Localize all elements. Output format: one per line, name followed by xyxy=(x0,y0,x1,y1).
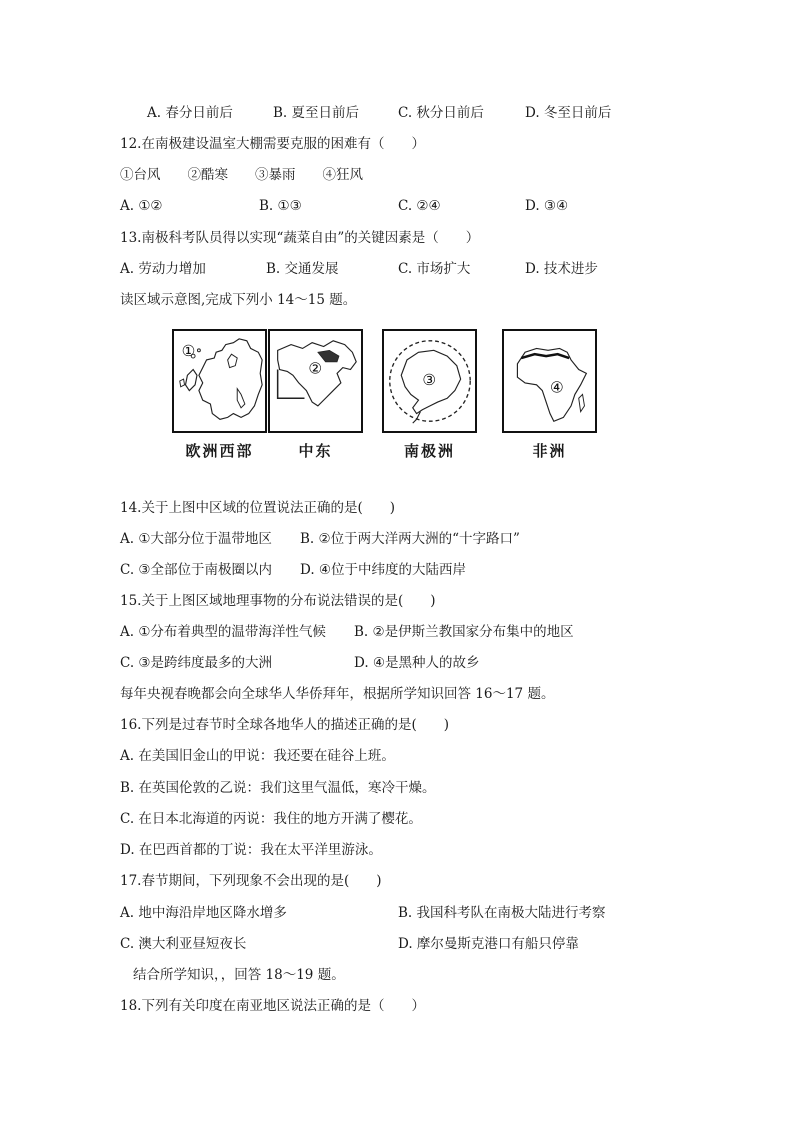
intro-16-17: 每年央视春晚都会向全球华人华侨拜年，根据所学知识回答 16～17 题。 xyxy=(120,686,555,702)
q17-option-d: D. 摩尔曼斯克港口有船只停靠 xyxy=(398,936,579,952)
q15-option-c: C. ③是跨纬度最多的大洲 xyxy=(120,655,273,671)
map-antarctica xyxy=(382,329,477,433)
map-middle-east xyxy=(268,329,363,433)
q16-option-b: B. 在英国伦敦的乙说：我们这里气温低，寒冷干燥。 xyxy=(120,780,436,796)
q12-option-a: A. ①② xyxy=(120,198,163,214)
map-africa xyxy=(502,329,597,433)
q11-option-b: B. 夏至日前后 xyxy=(273,105,360,121)
q12-option-b: B. ①③ xyxy=(259,198,302,214)
q12-items: ①台风 ②酷寒 ③暴雨 ④狂风 xyxy=(120,167,363,183)
q15-option-a: A. ①分布着典型的温带海洋性气候 xyxy=(120,624,326,640)
intro-14-15: 读区域示意图,完成下列小 14～15 题。 xyxy=(120,292,357,308)
q14-option-b: B. ②位于两大洋两大洲的“十字路口” xyxy=(300,531,520,547)
q14-option-c: C. ③全部位于南极圈以内 xyxy=(120,562,273,578)
q11-option-c: C. 秋分日前后 xyxy=(398,105,484,121)
map-western-europe xyxy=(172,329,267,433)
q14-option-a: A. ①大部分位于温带地区 xyxy=(120,531,272,547)
antarctica-map-icon xyxy=(384,331,475,431)
q11-option-a: A. 春分日前后 xyxy=(147,105,233,121)
map-number-3: ③ xyxy=(422,370,437,389)
q17-option-b: B. 我国科考队在南极大陆进行考察 xyxy=(398,905,606,921)
q14-stem: 14.关于上图中区域的位置说法正确的是( ) xyxy=(120,500,396,516)
q16-stem: 16.下列是过春节时全球各地华人的描述正确的是( ) xyxy=(120,717,450,733)
map-caption-western-europe: 欧洲西部 xyxy=(185,442,254,460)
q12-stem: 12.在南极建设温室大棚需要克服的困难有（ ） xyxy=(120,136,425,152)
q14-option-d: D. ④位于中纬度的大陆西岸 xyxy=(300,562,467,578)
africa-map-icon xyxy=(504,331,595,431)
q15-option-d: D. ④是黑种人的故乡 xyxy=(354,655,480,671)
map-number-1: ① xyxy=(181,342,196,361)
q11-option-d: D. 冬至日前后 xyxy=(525,105,612,121)
q15-option-b: B. ②是伊斯兰教国家分布集中的地区 xyxy=(354,624,574,640)
q17-stem: 17.春节期间，下列现象不会出现的是( ) xyxy=(120,873,382,889)
map-number-2: ② xyxy=(308,359,323,378)
map-caption-middle-east: 中东 xyxy=(298,442,333,460)
q13-option-c: C. 市场扩大 xyxy=(398,261,471,277)
q16-option-a: A. 在美国旧金山的甲说：我还要在硅谷上班。 xyxy=(120,748,395,764)
western-europe-map-icon xyxy=(174,331,265,431)
q13-option-d: D. 技术进步 xyxy=(525,261,598,277)
q12-option-d: D. ③④ xyxy=(525,198,569,214)
middle-east-map-icon xyxy=(270,331,361,431)
q13-stem: 13.南极科考队员得以实现“蔬菜自由”的关键因素是（ ） xyxy=(120,230,480,246)
q12-option-c: C. ②④ xyxy=(398,198,441,214)
q13-option-b: B. 交通发展 xyxy=(266,261,339,277)
q16-option-c: C. 在日本北海道的丙说：我住的地方开满了樱花。 xyxy=(120,811,422,827)
map-caption-antarctica: 南极洲 xyxy=(403,442,455,460)
q17-option-c: C. 澳大利亚昼短夜长 xyxy=(120,936,247,952)
q13-option-a: A. 劳动力增加 xyxy=(120,261,206,277)
intro-18-19: 结合所学知识，，回答 18～19 题。 xyxy=(133,967,345,983)
q15-stem: 15.关于上图区域地理事物的分布说法错误的是( ) xyxy=(120,593,436,609)
q16-option-d: D. 在巴西首都的丁说：我在太平洋里游泳。 xyxy=(120,842,382,858)
map-caption-africa: 非洲 xyxy=(532,442,567,460)
q17-option-a: A. 地中海沿岸地区降水增多 xyxy=(120,905,287,921)
map-number-4: ④ xyxy=(549,378,564,397)
q18-stem: 18.下列有关印度在南亚地区说法正确的是（ ） xyxy=(120,998,425,1014)
